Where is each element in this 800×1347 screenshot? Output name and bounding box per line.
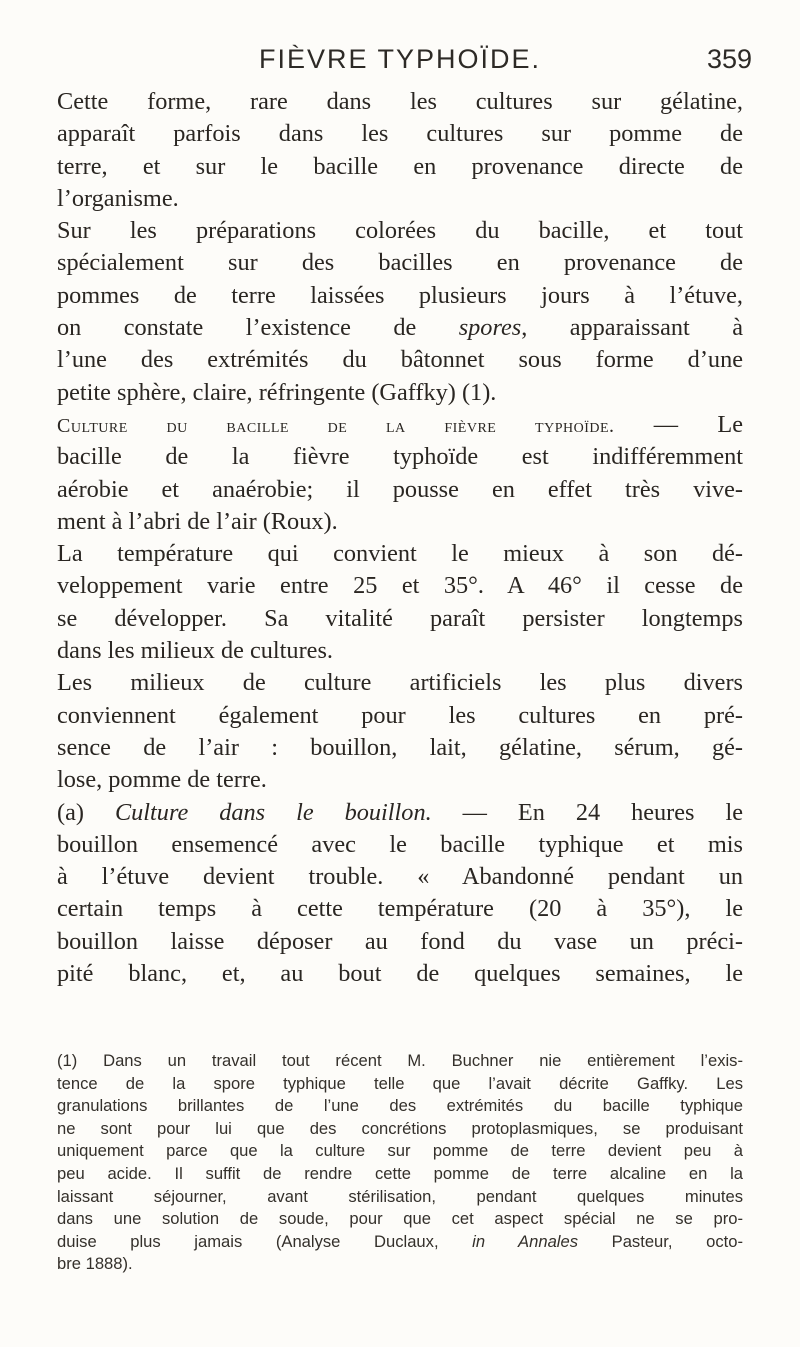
footnote-line-with-italic [57, 1231, 743, 1254]
text-line: se développer. Sa vitalité paraît persister longtemps [57, 604, 743, 632]
text-line: l’organisme. [57, 184, 179, 212]
text-line: petite sphère, claire, réfringente (Gaffky) (1). [57, 378, 497, 406]
footnote-line: uniquement parce que la culture sur pomme de terre devient peu à [57, 1141, 743, 1161]
text-line: bacille de la fièvre typhoïde est indifféremment [57, 443, 743, 471]
text-run: — En 24 heures le [431, 798, 743, 826]
text-line: sence de l’air : bouillon, lait, gélatine, sérum, gé- [57, 733, 743, 761]
text-line: veloppement varie entre 25 et 35°. A 46° il cesse de [57, 572, 743, 600]
page-number: 359 [706, 44, 752, 74]
text-line: dans les milieux de cultures. [57, 637, 333, 665]
text-line: bouillon ensemencé avec le bacille typhique et mis [57, 830, 743, 858]
section-heading: Culture du bacille de la fièvre typhoïde. [57, 414, 615, 437]
footnote-line: tence de la spore typhique telle que l’avait décrite Gaffky. Les [57, 1073, 743, 1093]
text-run: Pasteur, octo- [578, 1231, 743, 1251]
text-line: pommes de terre laissées plusieurs jours à l’étuve, [57, 281, 743, 309]
footnote-line: bre 1888). [57, 1254, 133, 1274]
text-line: l’une des extrémités du bâtonnet sous forme d’une [57, 346, 743, 374]
text-run: on constate l’existence de [57, 314, 459, 342]
text-run: — Le [614, 410, 743, 438]
text-line-with-italic [57, 312, 743, 344]
subsection-heading: Culture dans le bouillon. [114, 798, 432, 826]
footnote-line: (1) Dans un travail tout récent M. Buchner nie entièrement l’exis- [57, 1051, 743, 1070]
footnote-line: granulations brillantes de l’une des extrémités du bacille typhique [57, 1096, 743, 1116]
footnote-line: peu acide. Il suffit de rendre cette pomme de terre alcaline en la [57, 1163, 743, 1183]
running-title: FIÈVRE TYPHOÏDE. [258, 44, 542, 74]
text-line: aérobie et anaérobie; il pousse en effet très vive- [57, 475, 743, 503]
footnote-line: dans une solution de soude, pour que cet aspect spécial ne se pro- [57, 1209, 743, 1229]
text-line: La température qui convient le mieux à son dé- [57, 540, 743, 568]
text-line: pité blanc, et, au bout de quelques semaines, le [57, 960, 743, 988]
text-run: , apparaissant à [521, 314, 743, 342]
running-head [0, 44, 800, 80]
text-line: Cette forme, rare dans les cultures sur gélatine, [57, 88, 743, 115]
text-line: conviennent également pour les cultures en pré- [57, 701, 743, 729]
text-run: duise plus jamais (Analyse Duclaux, [57, 1231, 473, 1251]
italic-term: spores [458, 314, 522, 342]
text-line: apparaît parfois dans les cultures sur pomme de [57, 120, 743, 148]
body-text [57, 86, 743, 990]
text-line: lose, pomme de terre. [57, 766, 267, 794]
subsection-heading-line [57, 797, 743, 829]
text-line: certain temps à cette température (20 à 35°), le [57, 895, 743, 923]
footnote-line: ne sont pour lui que des concrétions protoplasmiques, se produisant [57, 1118, 743, 1138]
footnote [57, 1050, 743, 1276]
italic-reference: in Annales [472, 1231, 579, 1251]
text-line: Sur les préparations colorées du bacille, et tout [57, 217, 743, 245]
text-line: spécialement sur des bacilles en provenance de [57, 249, 743, 277]
text-line: ment à l’abri de l’air (Roux). [57, 507, 338, 535]
subsection-label: (a) [57, 798, 115, 826]
text-line: bouillon laisse déposer au fond du vase un préci- [57, 927, 743, 955]
footnote-line: laissant séjourner, avant stérilisation, pendant quelques minutes [57, 1186, 743, 1206]
text-line: Les milieux de culture artificiels les plus divers [57, 669, 743, 697]
section-heading-line [57, 409, 743, 441]
text-line: à l’étuve devient trouble. « Abandonné pendant un [57, 863, 743, 891]
text-line: terre, et sur le bacille en provenance directe de [57, 152, 743, 180]
